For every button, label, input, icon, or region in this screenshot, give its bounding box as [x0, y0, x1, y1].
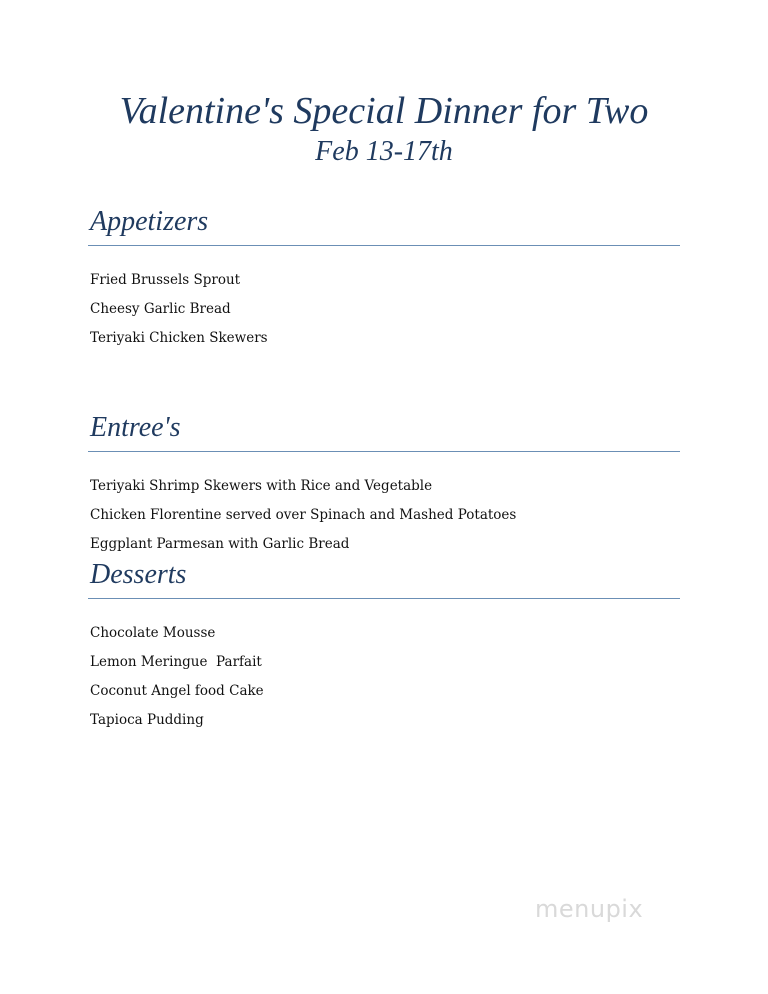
menu-date-range: Feb 13-17th	[315, 136, 453, 167]
section-heading: Desserts	[90, 559, 187, 590]
menu-item: Teriyaki Chicken Skewers	[90, 330, 268, 346]
item-list	[88, 472, 680, 559]
section-heading: Entree's	[90, 412, 181, 443]
menu-item: Coconut Angel food Cake	[90, 683, 264, 699]
section-divider	[88, 598, 680, 599]
section-entrees	[88, 411, 680, 559]
menu-item: Fried Brussels Sprout	[90, 272, 241, 288]
menupix-watermark: menupix	[535, 895, 644, 923]
menu-item: Tapioca Pudding	[90, 712, 204, 728]
menu-item: Cheesy Garlic Bread	[90, 301, 231, 317]
section-desserts	[88, 558, 680, 735]
menu-item: Chocolate Mousse	[90, 625, 216, 641]
section-heading: Appetizers	[90, 206, 209, 237]
section-divider	[88, 245, 680, 246]
item-list	[88, 266, 680, 353]
menu-item: Lemon Meringue Parfait	[90, 654, 262, 670]
section-appetizers	[88, 205, 680, 353]
menu-item: Chicken Florentine served over Spinach and Mashed Potatoes	[90, 507, 517, 523]
menu-item: Eggplant Parmesan with Garlic Bread	[90, 536, 350, 552]
item-list	[88, 619, 680, 735]
menu-item: Teriyaki Shrimp Skewers with Rice and Vegetable	[90, 478, 433, 494]
menu-title: Valentine's Special Dinner for Two	[119, 90, 649, 132]
section-divider	[88, 451, 680, 452]
